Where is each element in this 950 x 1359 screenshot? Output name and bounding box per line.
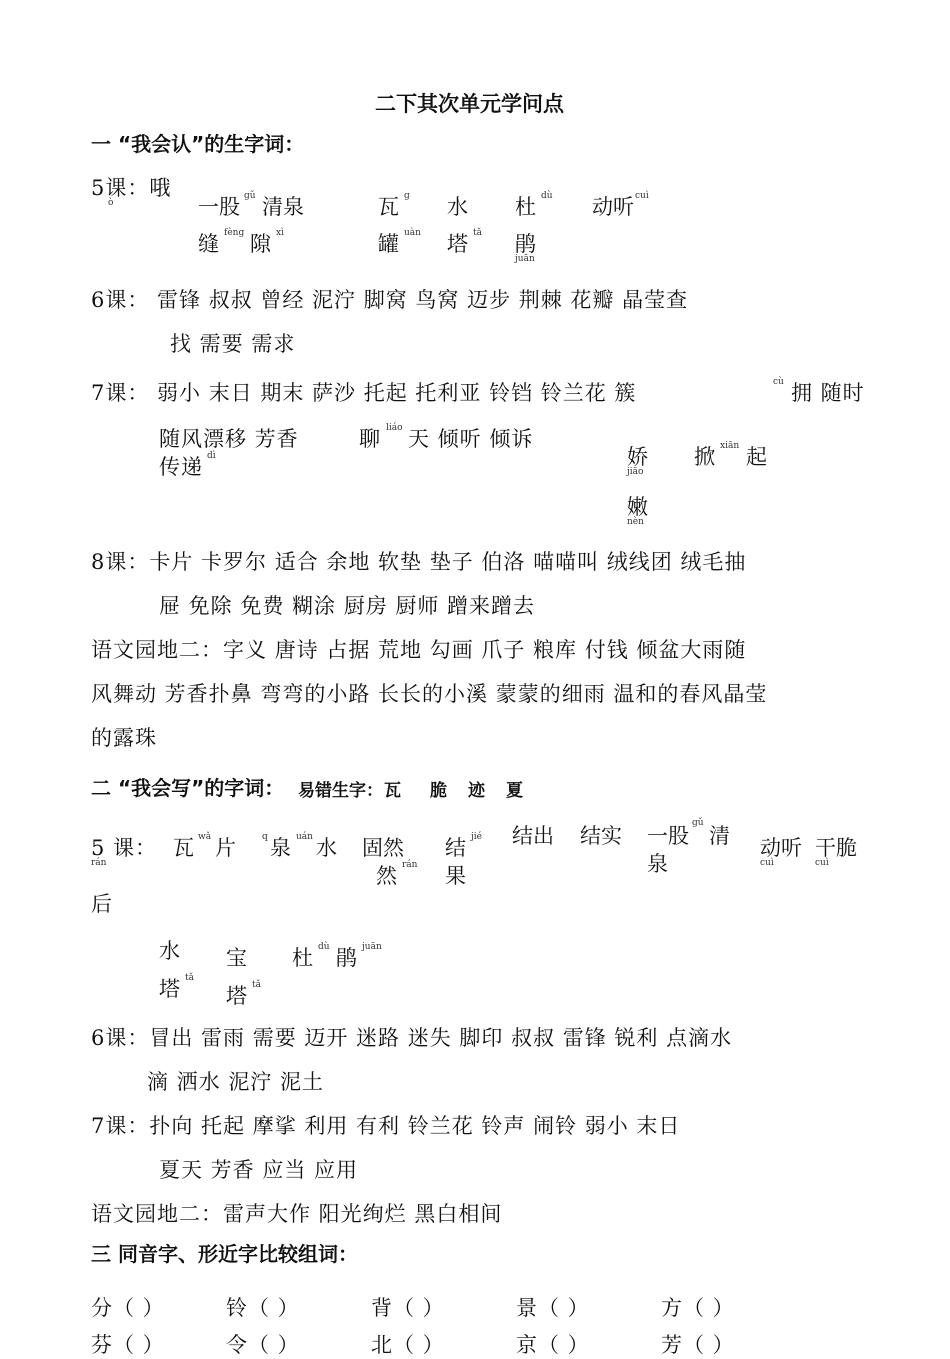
pinyin: uàn <box>404 228 421 238</box>
word: 鹃 <box>336 946 357 970</box>
pinyin: ò <box>108 198 114 208</box>
word: 一股 <box>198 195 240 219</box>
word: 水 <box>316 836 337 860</box>
word: 结 <box>445 836 466 860</box>
word: 清泉 <box>262 195 304 219</box>
lesson8-line: 屉 免除 免费 糊涂 厨房 厨师 蹭来蹭去 <box>159 594 536 618</box>
compare-item: 芬（ ） <box>91 1333 165 1357</box>
easy-error-label: 易错生字： <box>298 781 383 801</box>
word: 结实 <box>580 824 622 848</box>
lesson6-write-line: 滴 洒水 泥泞 泥土 <box>147 1070 325 1094</box>
lesson6-write-line: 6课：冒出 雷雨 需要 迈开 迷路 迷失 脚印 叔叔 雷锋 锐利 点滴水 <box>91 1026 733 1050</box>
pinyin: rán <box>402 860 418 870</box>
word: 然 <box>376 864 397 888</box>
word: 瓦 <box>378 195 399 219</box>
compare-item: 铃（ ） <box>226 1296 300 1320</box>
lesson5-write-label: 5 课： <box>91 836 158 860</box>
lesson5-label: 5课：哦 <box>91 176 172 200</box>
lesson7-line: 传递 <box>159 455 203 479</box>
word: 干脆 <box>815 836 857 860</box>
word: 瓦 <box>173 836 194 860</box>
easy-char: 夏 <box>506 781 523 801</box>
easy-char: 瓦 <box>384 781 401 801</box>
pinyin: dù <box>318 942 330 952</box>
word: 动听 <box>592 195 634 219</box>
word: 固然 <box>362 836 404 860</box>
compare-item: 芳（ ） <box>661 1333 735 1357</box>
word: 一股 <box>647 824 689 848</box>
pinyin: xiān <box>720 441 740 451</box>
word: 杜 <box>292 946 313 970</box>
pinyin: dì <box>207 451 216 461</box>
pinyin: g <box>404 191 410 201</box>
pinyin: wǎ <box>198 832 212 842</box>
pinyin: juān <box>515 254 535 264</box>
pinyin: xì <box>276 228 284 238</box>
word: 泉 <box>647 852 668 876</box>
pinyin: tǎ <box>473 228 482 238</box>
lesson7-line: 随风漂移 芳香 <box>159 427 299 451</box>
pinyin: cuì <box>760 858 774 868</box>
pinyin: cuì <box>815 858 829 868</box>
word: 嫩 <box>627 495 648 519</box>
word: 片 <box>215 836 236 860</box>
lesson7-write-line: 夏天 芳香 应当 应用 <box>159 1158 359 1182</box>
word: 动听 <box>760 836 802 860</box>
word: 后 <box>91 892 112 916</box>
lesson7-line: 天 倾听 倾诉 <box>408 427 534 451</box>
pinyin: gǔ <box>692 818 704 828</box>
page-title: 二下其次单元学问点 <box>375 92 564 116</box>
pinyin: uán <box>296 832 313 842</box>
word: 结出 <box>512 824 554 848</box>
lesson6-line: 找 需要 需求 <box>170 332 296 356</box>
pinyin: q <box>262 832 268 842</box>
easy-char: 迹 <box>468 781 485 801</box>
pinyin: liáo <box>386 423 403 433</box>
lesson8-line: 8课：卡片 卡罗尔 适合 余地 软垫 垫子 伯洛 喵喵叫 绒线团 绒毛抽 <box>91 550 747 574</box>
garden-line: 风舞动 芳香扑鼻 弯弯的小路 长长的小溪 蒙蒙的细雨 温和的春风晶莹 <box>91 682 768 706</box>
pinyin: tǎ <box>185 973 194 983</box>
lesson7-line: 拥 随时 <box>791 381 865 405</box>
compare-item: 京（ ） <box>516 1333 590 1357</box>
section-heading-write: 二 “我会写”的字词： <box>91 776 285 800</box>
pinyin: nèn <box>627 517 644 527</box>
word: 果 <box>445 864 466 888</box>
pinyin: juān <box>362 942 382 952</box>
word: 水 <box>159 939 180 963</box>
pinyin: cuì <box>635 191 649 201</box>
pinyin: jié <box>471 832 482 842</box>
compare-item: 分（ ） <box>91 1296 165 1320</box>
word: 塔 <box>159 977 180 1001</box>
word: 掀 <box>694 445 715 469</box>
word: 杜 <box>515 195 536 219</box>
pinyin: tǎ <box>252 980 261 990</box>
compare-item: 令（ ） <box>226 1333 300 1357</box>
compare-item: 北（ ） <box>371 1333 445 1357</box>
garden-line: 的露珠 <box>91 726 157 750</box>
lesson7-line: 聊 <box>359 427 381 451</box>
compare-item: 背（ ） <box>371 1296 445 1320</box>
pinyin: gǔ <box>244 191 256 201</box>
section-heading-compare: 三 同音字、形近字比较组词： <box>91 1242 358 1266</box>
word: 泉 <box>270 836 291 860</box>
lesson6-line: 6课： 雷锋 叔叔 曾经 泥泞 脚窝 鸟窝 迈步 荆棘 花瓣 晶莹查 <box>91 288 689 312</box>
word: 鹃 <box>515 232 536 256</box>
pinyin: jiāo <box>627 467 644 477</box>
word: 缝 <box>198 232 219 256</box>
word: 宝 <box>226 946 247 970</box>
word: 娇 <box>627 445 648 469</box>
word: 隙 <box>250 232 271 256</box>
garden-write-line: 语文园地二：雷声大作 阳光绚烂 黑白相间 <box>91 1202 503 1226</box>
pinyin: cù <box>773 377 784 387</box>
pinyin: rán <box>91 858 107 868</box>
compare-item: 方（ ） <box>661 1296 735 1320</box>
easy-char: 脆 <box>430 781 447 801</box>
word: 罐 <box>378 232 399 256</box>
word: 塔 <box>447 232 468 256</box>
lesson7-line: 7课： 弱小 末日 期末 萨沙 托起 托利亚 铃铛 铃兰花 簇 <box>91 381 637 405</box>
garden-line: 语文园地二：字义 唐诗 占据 荒地 勾画 爪子 粮库 付钱 倾盆大雨随 <box>91 638 747 662</box>
compare-item: 景（ ） <box>516 1296 590 1320</box>
word: 水 <box>447 195 468 219</box>
lesson7-write-line: 7课：扑向 托起 摩挲 利用 有利 铃兰花 铃声 闹铃 弱小 末日 <box>91 1114 681 1138</box>
word: 塔 <box>226 984 247 1008</box>
pinyin: dù <box>541 191 553 201</box>
word: 起 <box>746 445 767 469</box>
section-heading-recognize: 一 “我会认”的生字词： <box>91 132 305 156</box>
pinyin: fèng <box>224 228 245 238</box>
word: 清 <box>709 824 730 848</box>
